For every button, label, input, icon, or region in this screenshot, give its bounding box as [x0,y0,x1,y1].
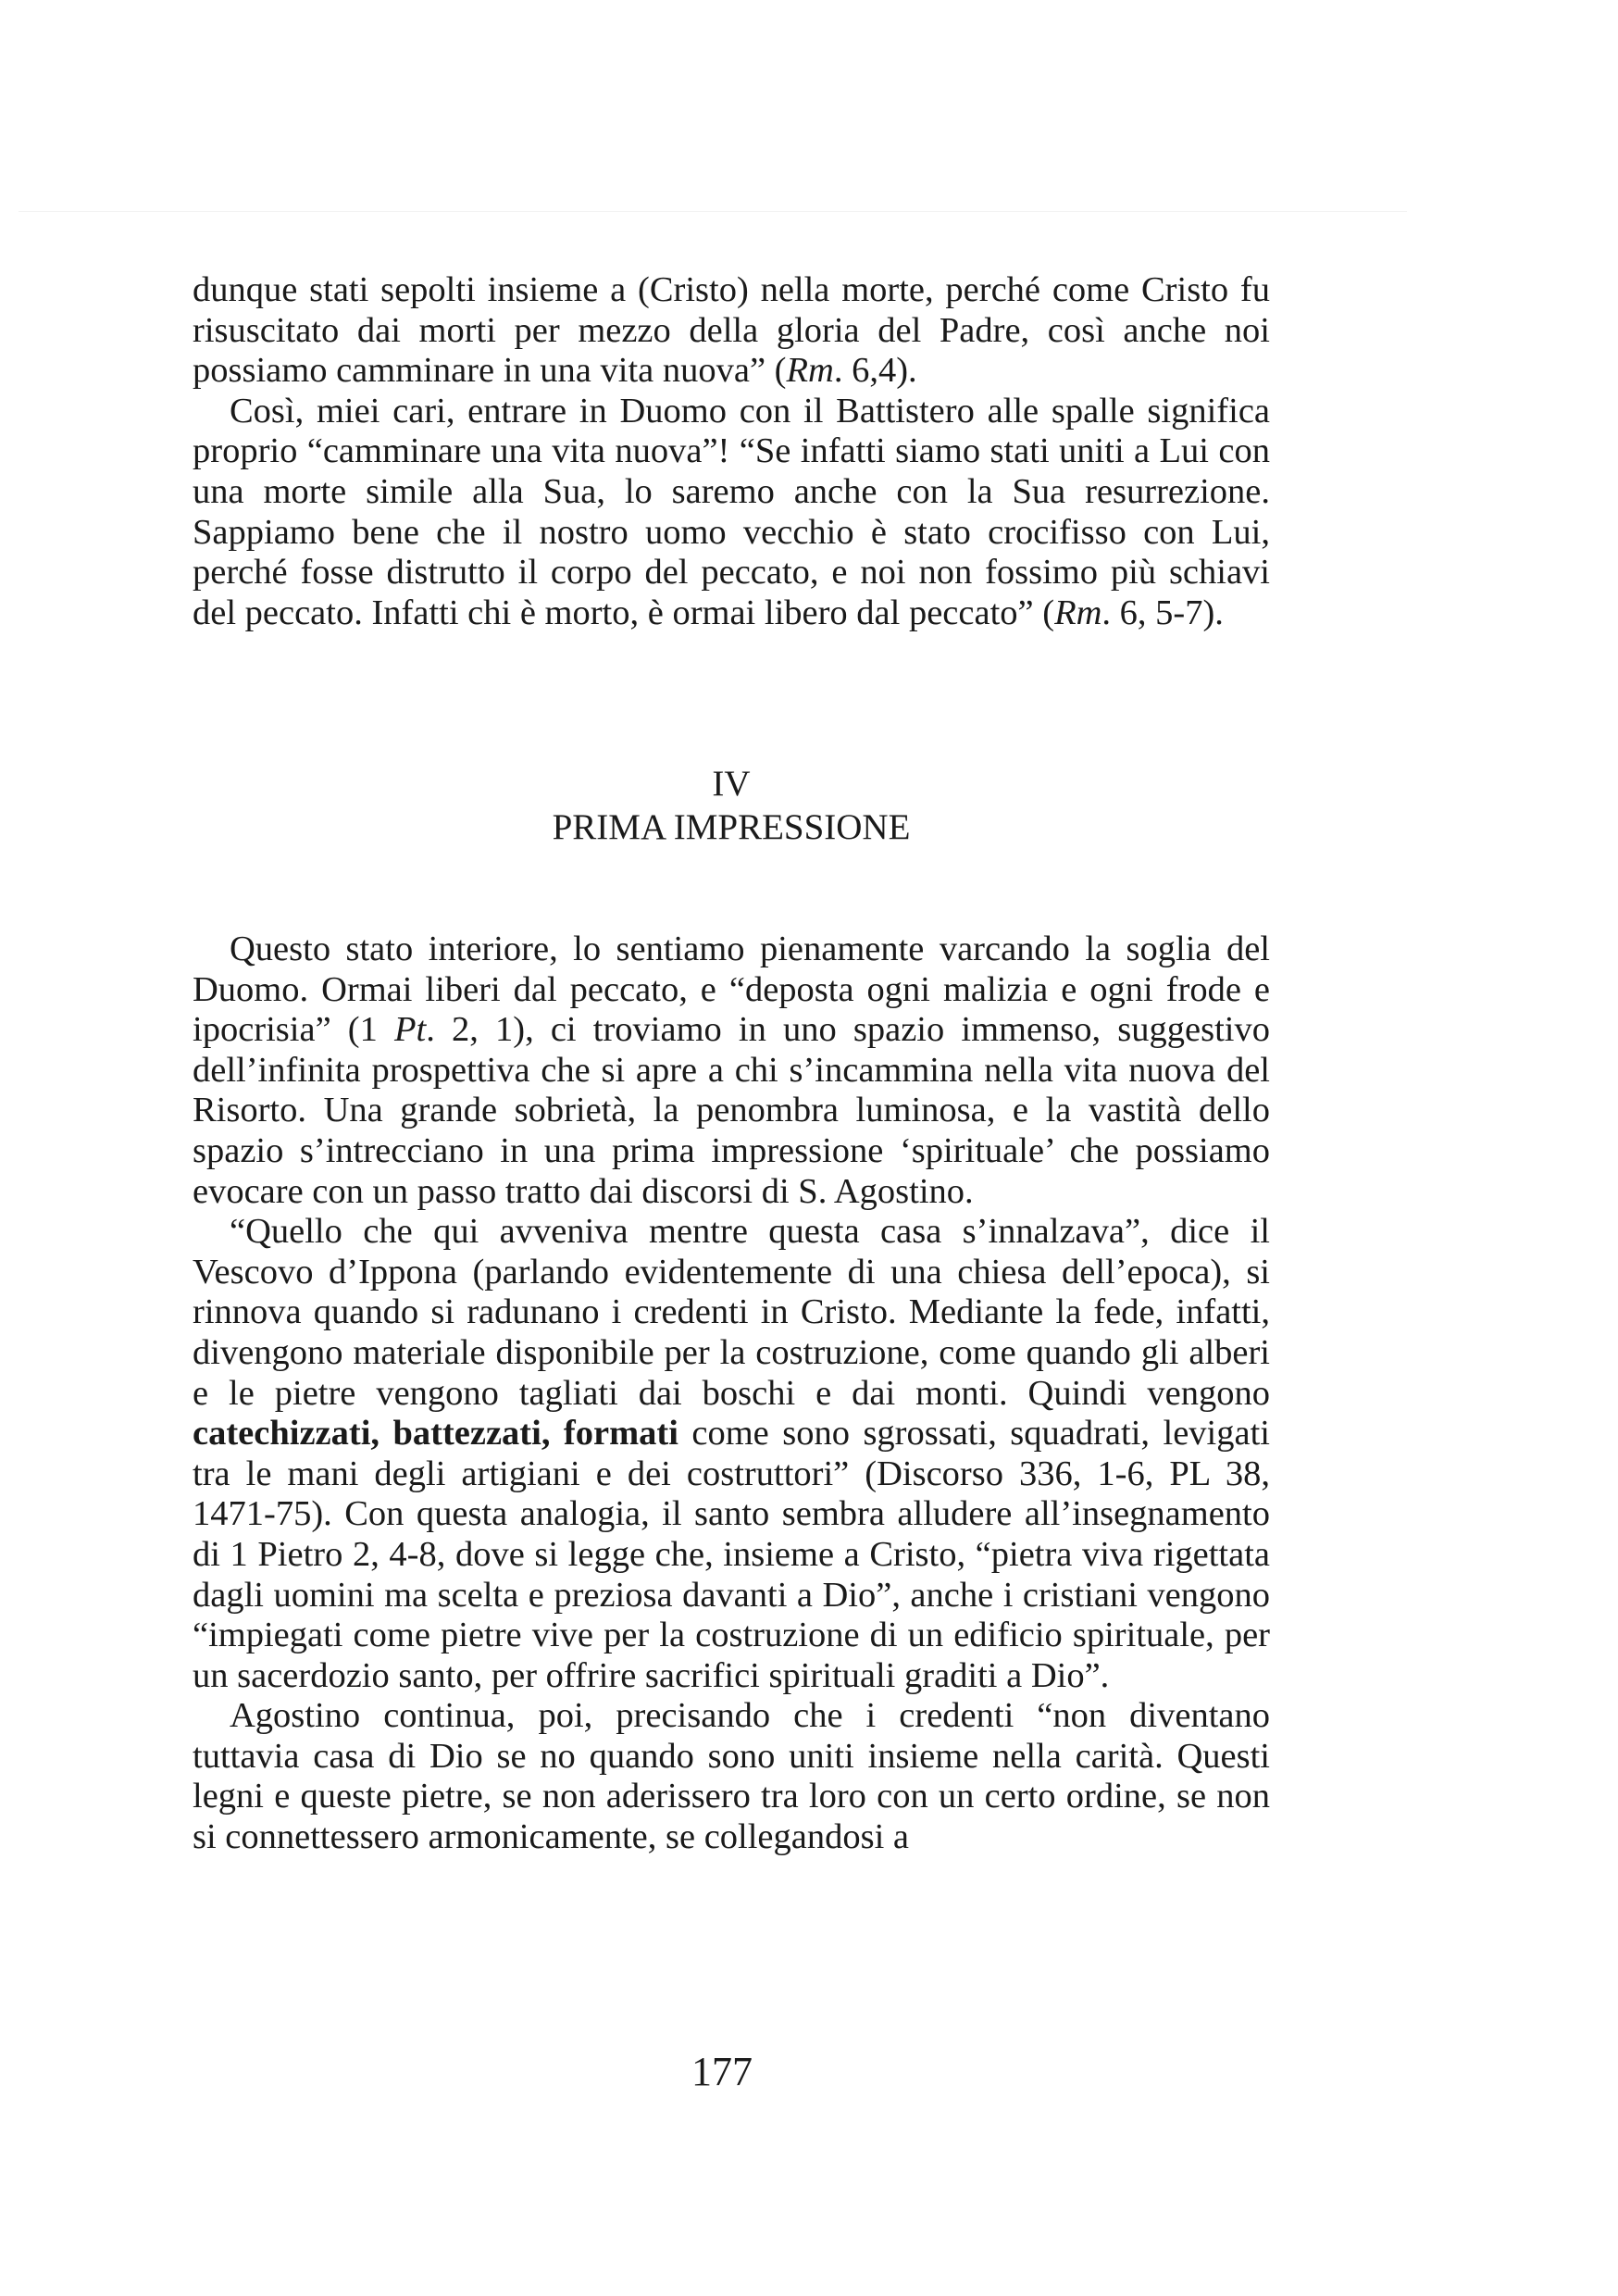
top-text-block [193,270,1270,633]
citation-abbrev: Rm [786,351,834,391]
paragraph-agostino: Agostino continua, poi, precisando che i credenti “non diventano tuttavia casa di Dio se no quando sono uniti insieme nella carità. Questi legni e queste pietre, se non aderissero tra loro con un certo ordine, se non si connettessero armonicamente, se collegandosi a [193,1696,1270,1857]
chapter-number: IV [712,764,751,804]
page-number: 177 [691,2049,753,2094]
paragraph-continuation: dunque stati sepolti insieme a (Cristo) nella morte, perché come Cristo fu risuscitato dai morti per mezzo della gloria del Padre, così anche noi possiamo camminare in una vita nuova” (Rm. 6,4). [193,270,1270,391]
paragraph-text: Così, miei cari, entrare in Duomo con il Battistero alle spalle significa proprio “camminare una vita nuova”! “Se infatti siamo stati uniti a Lui con una morte simile alla Sua, lo saremo anche con la Sua resurrezione. Sappiamo bene che il nostro uomo vecchio è stato crocifisso con Lui, perché fosse distrutto il corpo del peccato, e noi non fossimo più schiavi del peccato. Infatti chi è morto, è ormai libero dal peccato” [193,391,1270,632]
main-text-block [193,930,1270,1858]
paragraph-quello-che: “Quello che qui avveniva mentre questa casa s’innalzava”, dice il Vescovo d’Ippona (parlando evidentemente di una chiesa dell’epoca), si rinnova quando si radunano i credenti in Cristo. Mediante la fede, infatti, divengono materiale disponibile per la costruzione, come quando gli alberi e le pietre vengono tagliati dai boschi e dai monti. Quindi vengono catechizzati, battezzati, formati come sono sgrossati, squadrati, levigati tra le mani degli artigiani e dei costruttori” (Discorso 336, 1-6, PL 38, 1471-75). Con questa analogia, il santo sembra alludere all’insegnamento di 1 Pietro 2, 4-8, dove si legge che, insieme a Cristo, “pietra viva rigettata dagli uomini ma scelta e preziosa davanti a Dio”, anche i cristiani vengono “impiegati come pietre vive per la costruzione di un edificio spirituale, per un sacerdozio santo, per offrire sacrifici spirituali graditi a Dio”. [193,1212,1270,1695]
emphasis-bold: catechizzati, battezzati, formati [193,1414,678,1454]
citation-abbrev: Rm [1054,593,1102,632]
citation-abbrev: Pt [394,1010,427,1050]
paragraph-text: dunque stati sepolti insieme a (Cristo) nella morte, perché come Cristo fu risuscitato dai morti per mezzo della gloria del Padre, così anche noi possiamo camminare in una vita nuova” [193,270,1270,391]
scan-edge-line [19,211,1407,212]
chapter-title: PRIMA IMPRESSIONE [552,807,911,847]
paragraph-questo-stato: Questo stato interiore, lo sentiamo pienamente varcando la soglia del Duomo. Ormai liberi dal peccato, e “deposta ogni malizia e ogni frode e ipocrisia” (1 Pt. 2, 1), ci troviamo in uno spazio immenso, suggestivo dell’infinita prospettiva che si apre a chi s’incammina nella vita nuova del Risorto. Una grande sobrietà, la penombra luminosa, e la vastità dello spazio s’intrecciano in una prima impressione ‘spirituale’ che possiamo evocare con un passo tratto dai discorsi di S. Agostino. [193,930,1271,1211]
paragraph-cosi: Così, miei cari, entrare in Duomo con il Battistero alle spalle significa proprio “camminare una vita nuova”! “Se infatti siamo stati uniti a Lui con una morte simile alla Sua, lo saremo anche con la Sua resurrezione. Sappiamo bene che il nostro uomo vecchio è stato crocifisso con Lui, perché fosse distrutto il corpo del peccato, e noi non fossimo più schiavi del peccato. Infatti chi è morto, è ormai libero dal peccato” (Rm. 6, 5-7). [193,391,1270,632]
